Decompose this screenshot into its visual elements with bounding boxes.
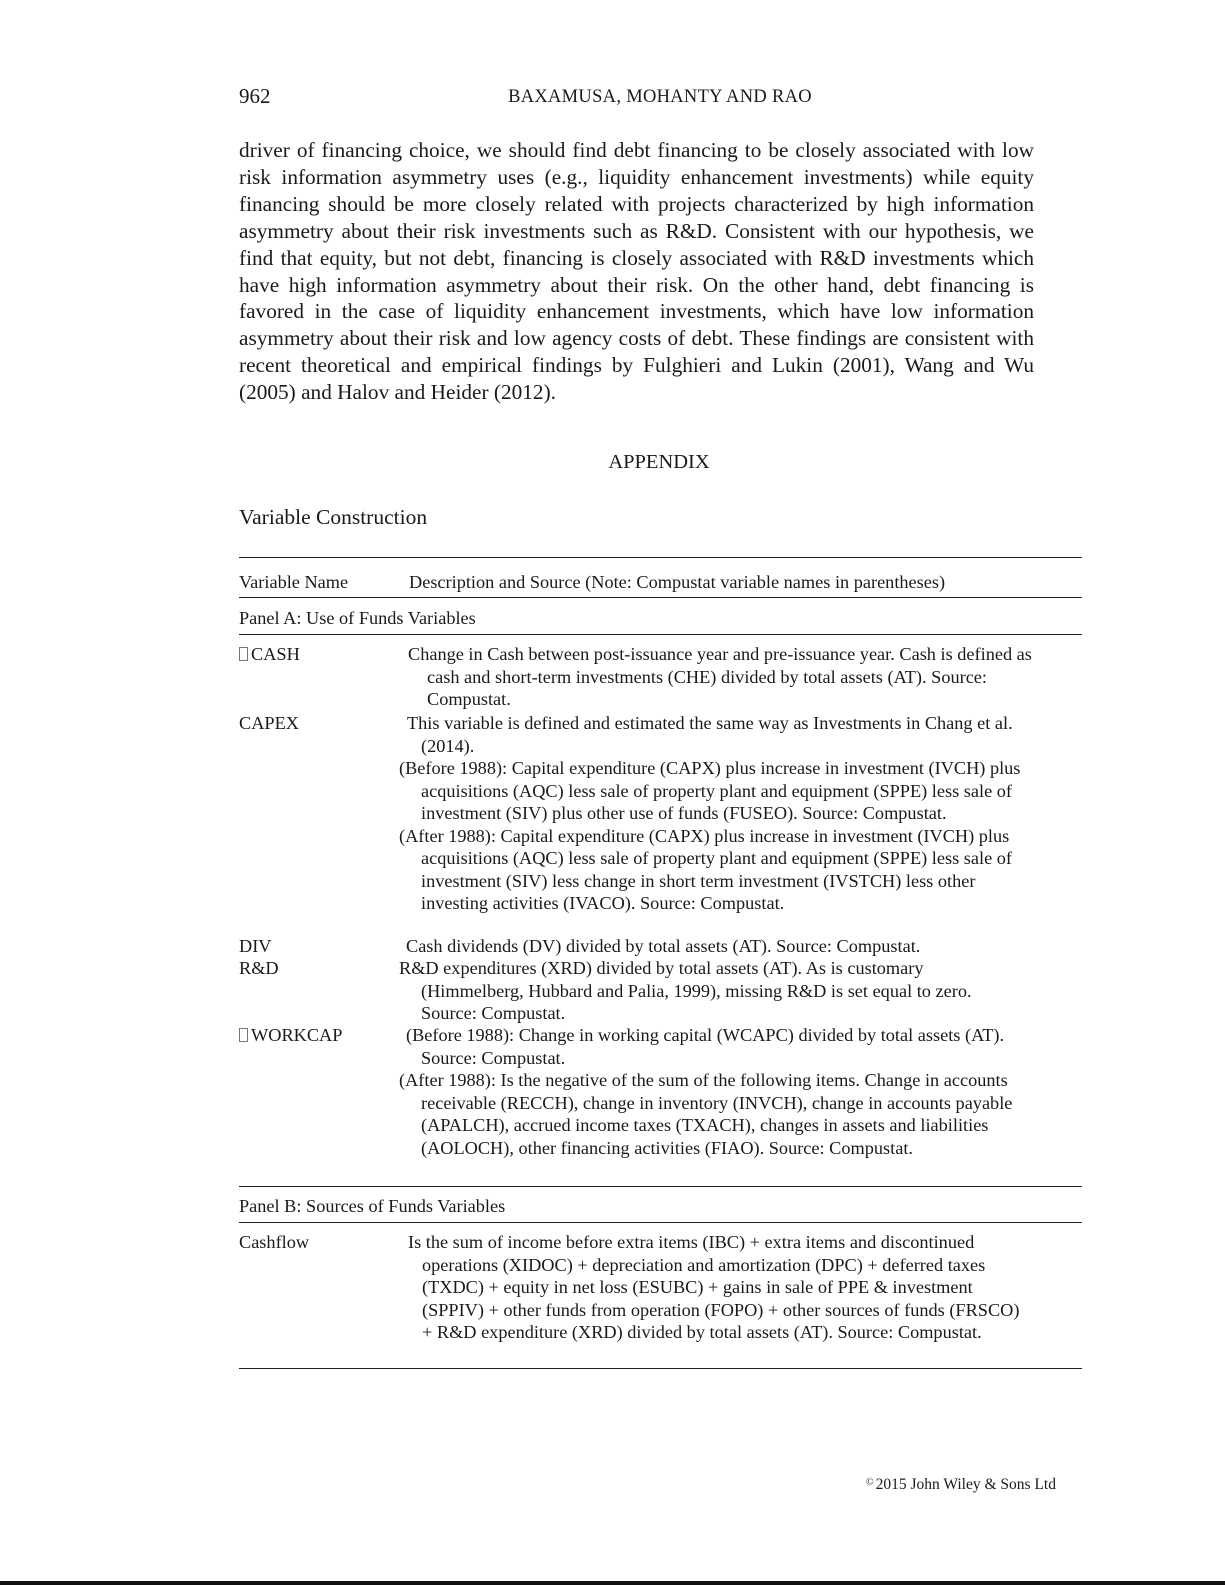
panel-b-top-rule [239, 1186, 1082, 1187]
page-number: 962 [239, 84, 271, 108]
panel-b-rule [239, 1222, 1082, 1223]
table-row-variable: WORKCAP [239, 1024, 342, 1047]
panel-a-label: Panel A: Use of Funds Variables [239, 608, 476, 628]
table-row-variable: CAPEX [239, 713, 299, 733]
running-head: BAXAMUSA, MOHANTY AND RAO [508, 87, 812, 107]
column-header-description: Description and Source (Note: Compustat variable names in parentheses) [409, 572, 946, 592]
table-bottom-rule [239, 1368, 1082, 1369]
table-row-variable: R&D [239, 958, 279, 978]
missing-glyph-icon [239, 647, 248, 661]
table-row-description: (Before 1988): Change in working capital (WCAPC) divided by total assets (AT). Source: Compustat. (After 1988): Is the negative of the sum of the following items. Change in accounts receivable (RECCH), change in inventory (INVCH), change in accounts payable (APALCH), accrued income taxes (TXACH), changes in assets and liabilities (AOLOCH), other financing activities (FIAO). Source: Compustat. [399, 1025, 1013, 1158]
table-row-description: Is the sum of income before extra items (IBC) + extra items and discontinued operations (XIDOC) + depreciation and amortization (DPC) + deferred taxes (TXDC) + equity in net loss (ESUBC) + gains in sale of PPE & investment (SPPIV) + other funds from operation (FOPO) + other sources of funds (FRSCO) + R&D expenditure (XRD) divided by total assets (AT). Source: Compustat. [408, 1232, 1020, 1342]
missing-glyph-icon [239, 1028, 248, 1042]
table-row-variable: CASH [239, 643, 300, 666]
panel-a-rule [239, 634, 1082, 635]
table-caption: Variable Construction [239, 505, 428, 529]
table-row-description: This variable is defined and estimated the same way as Investments in Chang et al. (2014). (Before 1988): Capital expenditure (CAPX) plus increase in investment (IVCH) plus acquisitions (AQC) less sale of property plant and equipment (SPPE) less sale of investment (SIV) plus other use of funds (FUSEO). Source: Compustat. (After 1988): Capital expenditure (CAPX) plus increase in investment (IVCH) plus acquisitions (AQC) less sale of property plant and equipment (SPPE) less sale of investment (SIV) less change in short term investment (IVSTCH) less other investing activities (IVACO). Source: Compustat. [399, 713, 1021, 913]
table-top-rule [239, 557, 1082, 558]
header-rule [239, 597, 1082, 598]
copyright-symbol: © [866, 1477, 874, 1488]
table-row-variable: DIV [239, 936, 272, 956]
copyright-notice: © 2015 John Wiley & Sons Ltd [866, 1476, 1056, 1493]
body-paragraph: driver of financing choice, we should find debt financing to be closely associated with low risk information asymmetry uses (e.g., liquidity enhancement investments) while equity financing should be more closely related with projects characterized by high information asymmetry about their risk investments such as R&D. Consistent with our hypothesis, we find that equity, but not debt, financing is closely associated with R&D investments which have high information asymmetry about their risk. On the other hand, debt financing is favored in the case of liquidity enhancement investments, which have low information asymmetry about their risk and low agency costs of debt. These findings are consistent with recent theoretical and empirical findings by Fulghieri and Lukin (2001), Wang and Wu (2005) and Halov and Heider (2012). [239, 138, 1034, 405]
appendix-heading: APPENDIX [608, 451, 710, 473]
table-row-variable: Cashflow [239, 1232, 310, 1252]
table-row-description: Change in Cash between post-issuance year and pre-issuance year. Cash is defined as cash and short-term investments (CHE) divided by total assets (AT). Source: Compustat. [408, 644, 1032, 709]
column-header-variable: Variable Name [239, 572, 349, 592]
page-bottom-border [0, 1581, 1225, 1585]
panel-b-label: Panel B: Sources of Funds Variables [239, 1196, 506, 1216]
table-row-description: Cash dividends (DV) divided by total assets (AT). Source: Compustat. [406, 936, 921, 956]
table-row-description: R&D expenditures (XRD) divided by total assets (AT). As is customary (Himmelberg, Hubbard and Palia, 1999), missing R&D is set equal to zero. Source: Compustat. [399, 958, 972, 1023]
